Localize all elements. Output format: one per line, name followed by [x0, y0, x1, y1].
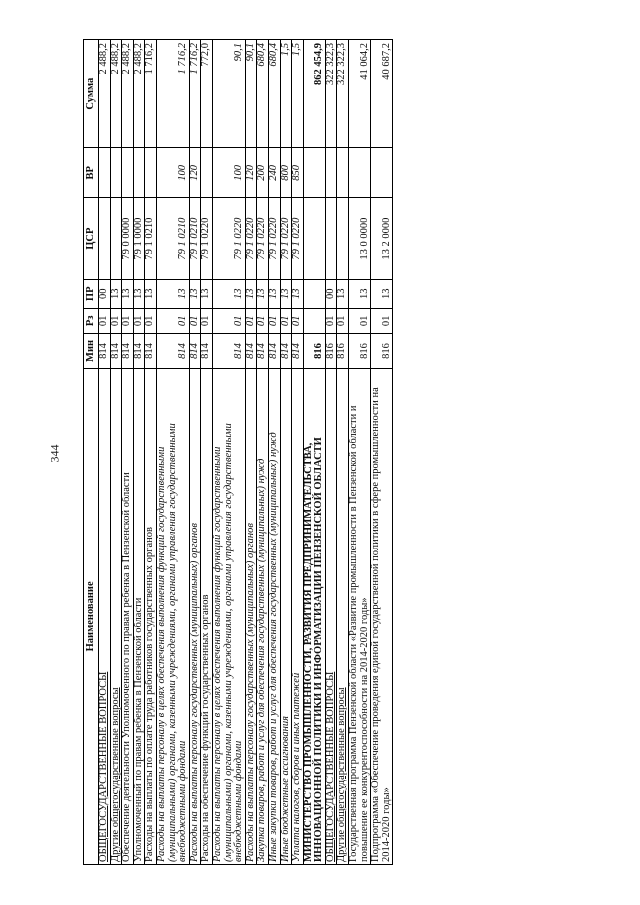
- cell-pr: 13: [133, 279, 145, 308]
- cell-rz: 01: [371, 308, 393, 334]
- cell-sum: 1,5: [292, 40, 304, 148]
- cell-min: 814: [292, 334, 304, 369]
- cell-rz: [303, 308, 325, 334]
- cell-csr: 13 2 0000: [371, 198, 393, 280]
- cell-rz: 01: [349, 308, 371, 334]
- table-row: [280, 40, 292, 865]
- table-row: [371, 40, 393, 865]
- table-row: [245, 40, 257, 865]
- cell-pr: [303, 279, 325, 308]
- cell-min: 814: [156, 334, 189, 369]
- cell-sum: 1 716,2: [156, 40, 189, 148]
- cell-csr: 79 1 0220: [280, 198, 292, 280]
- cell-vr: [337, 148, 349, 198]
- cell-rz: 01: [337, 308, 349, 334]
- cell-csr: 79 1 0220: [268, 198, 280, 280]
- cell-csr: 13 0 0000: [349, 198, 371, 280]
- table-row: [349, 40, 371, 865]
- cell-rz: 01: [156, 308, 189, 334]
- cell-csr: 79 1 0220: [201, 198, 213, 280]
- cell-sum: 40 687,2: [371, 40, 393, 148]
- cell-name: Расходы на выплаты персоналу государственных (муниципальных) органов: [189, 368, 201, 864]
- cell-sum: 2 488,2: [133, 40, 145, 148]
- cell-sum: 41 064,2: [349, 40, 371, 148]
- cell-pr: 13: [371, 279, 393, 308]
- cell-vr: [325, 148, 337, 198]
- cell-pr: 13: [337, 279, 349, 308]
- cell-min: 816: [303, 334, 325, 369]
- cell-csr: 79 0 0000: [122, 198, 134, 280]
- table-row: [145, 40, 157, 865]
- cell-min: 816: [325, 334, 337, 369]
- cell-name: Другие общегосударственные вопросы: [110, 368, 122, 864]
- cell-min: 816: [349, 334, 371, 369]
- cell-rz: 01: [280, 308, 292, 334]
- cell-pr: 13: [156, 279, 189, 308]
- cell-csr: [337, 198, 349, 280]
- cell-csr: [325, 198, 337, 280]
- cell-name: Расходы на выплаты персоналу в целях обеспечения выполнения функций государственными (муниципальными) органами, казенными учреждениями, органами управления государственными внебюджетными фондами: [156, 368, 189, 864]
- table-row: [133, 40, 145, 865]
- cell-pr: 13: [349, 279, 371, 308]
- header-csr: ЦСР: [84, 198, 99, 280]
- table-row: [303, 40, 325, 865]
- table-row: [257, 40, 269, 865]
- cell-pr: 13: [145, 279, 157, 308]
- table-row: [201, 40, 213, 865]
- cell-vr: 800: [280, 148, 292, 198]
- table-row: [212, 40, 245, 865]
- table-row: [337, 40, 349, 865]
- cell-csr: 79 1 0220: [212, 198, 245, 280]
- cell-rz: 01: [99, 308, 111, 334]
- cell-rz: 01: [122, 308, 134, 334]
- cell-min: 816: [337, 334, 349, 369]
- cell-vr: [303, 148, 325, 198]
- cell-min: 814: [189, 334, 201, 369]
- cell-vr: 120: [245, 148, 257, 198]
- cell-vr: [99, 148, 111, 198]
- cell-vr: [122, 148, 134, 198]
- cell-name: Расходы на выплаты по оплате труда работников государственных органов: [145, 368, 157, 864]
- cell-pr: 13: [292, 279, 304, 308]
- cell-pr: 13: [189, 279, 201, 308]
- cell-csr: 79 1 0210: [156, 198, 189, 280]
- cell-min: 814: [110, 334, 122, 369]
- cell-sum: 2 488,2: [99, 40, 111, 148]
- budget-table: [83, 39, 393, 865]
- header-min: Мин: [84, 334, 99, 369]
- table-row: [325, 40, 337, 865]
- cell-sum: 680,4: [257, 40, 269, 148]
- cell-csr: 79 1 0220: [292, 198, 304, 280]
- cell-sum: 1 716,2: [189, 40, 201, 148]
- cell-vr: 100: [212, 148, 245, 198]
- header-pr: ПР: [84, 279, 99, 308]
- header-rz: Рз: [84, 308, 99, 334]
- cell-sum: 2 488,2: [110, 40, 122, 148]
- cell-sum: 1 716,2: [145, 40, 157, 148]
- cell-pr: 13: [122, 279, 134, 308]
- cell-pr: 13: [110, 279, 122, 308]
- cell-sum: 322 322,3: [337, 40, 349, 148]
- cell-vr: [349, 148, 371, 198]
- cell-min: 816: [371, 334, 393, 369]
- cell-name: Уплата налогов, сборов и иных платежей: [292, 368, 304, 864]
- cell-vr: [201, 148, 213, 198]
- cell-name: Обеспечение деятельности Уполномоченного по правам ребенка в Пензенской области: [122, 368, 134, 864]
- cell-min: 814: [212, 334, 245, 369]
- cell-name: Расходы на выплаты персоналу государственных (муниципальных) органов: [245, 368, 257, 864]
- cell-name: Уполномоченный по правам ребенка в Пензенской области: [133, 368, 145, 864]
- cell-csr: 79 1 0000: [133, 198, 145, 280]
- cell-vr: 850: [292, 148, 304, 198]
- cell-vr: [110, 148, 122, 198]
- cell-csr: [110, 198, 122, 280]
- table-row: [110, 40, 122, 865]
- cell-rz: 01: [257, 308, 269, 334]
- cell-vr: 100: [156, 148, 189, 198]
- cell-min: 814: [133, 334, 145, 369]
- cell-rz: 01: [212, 308, 245, 334]
- cell-pr: 13: [268, 279, 280, 308]
- cell-pr: 13: [280, 279, 292, 308]
- cell-name: ОБЩЕГОСУДАРСТВЕННЫЕ ВОПРОСЫ: [99, 368, 111, 864]
- cell-vr: 200: [257, 148, 269, 198]
- table-row: [292, 40, 304, 865]
- cell-rz: 01: [292, 308, 304, 334]
- page-number: 344: [47, 444, 62, 463]
- cell-csr: [99, 198, 111, 280]
- table-row: [268, 40, 280, 865]
- rotated-table-container: [83, 39, 591, 865]
- cell-min: 814: [145, 334, 157, 369]
- cell-name: Иные бюджетные ассигнования: [280, 368, 292, 864]
- cell-vr: [371, 148, 393, 198]
- cell-name: Закупка товаров, работ и услуг для обеспечения государственных (муниципальных) нужд: [257, 368, 269, 864]
- cell-vr: 240: [268, 148, 280, 198]
- header-vr: ВР: [84, 148, 99, 198]
- cell-name: МИНИСТЕРСТВО ПРОМЫШЛЕННОСТИ, РАЗВИТИЯ ПРЕДПРИНИМАТЕЛЬСТВА, ИННОВАЦИОННОЙ ПОЛИТИКИ И ИНФОРМАТИЗАЦИИ ПЕНЗЕНСКОЙ ОБЛАСТИ: [303, 368, 325, 864]
- cell-rz: 01: [110, 308, 122, 334]
- cell-csr: 79 1 0220: [257, 198, 269, 280]
- cell-rz: 01: [325, 308, 337, 334]
- header-name: Наименование: [84, 368, 99, 864]
- cell-pr: 00: [99, 279, 111, 308]
- cell-min: 814: [201, 334, 213, 369]
- table-header-row: [84, 40, 99, 865]
- cell-rz: 01: [268, 308, 280, 334]
- cell-sum: 2 488,2: [122, 40, 134, 148]
- cell-vr: [145, 148, 157, 198]
- cell-name: Расходы на выплаты персоналу в целях обеспечения выполнения функций государственными (муниципальными) органами, казенными учреждениями, органами управления государственными внебюджетными фондами: [212, 368, 245, 864]
- cell-sum: 862 454,9: [303, 40, 325, 148]
- cell-sum: 772,0: [201, 40, 213, 148]
- cell-rz: 01: [201, 308, 213, 334]
- cell-sum: 90,1: [212, 40, 245, 148]
- cell-name: Подпрограмма «Обеспечение проведения единой государственной политики в сфере промышленности на 2014-2020 годы»: [371, 368, 393, 864]
- cell-min: 814: [245, 334, 257, 369]
- cell-name: Иные закупки товаров, работ и услуг для обеспечения государственных (муниципальных) нужд: [268, 368, 280, 864]
- cell-sum: 90,1: [245, 40, 257, 148]
- table-row: [99, 40, 111, 865]
- cell-pr: 00: [325, 279, 337, 308]
- cell-csr: 79 1 0210: [189, 198, 201, 280]
- cell-min: 814: [122, 334, 134, 369]
- cell-name: Расходы на обеспечение функций государственных органов: [201, 368, 213, 864]
- table-row: [156, 40, 189, 865]
- cell-min: 814: [268, 334, 280, 369]
- cell-rz: 01: [145, 308, 157, 334]
- table-row: [189, 40, 201, 865]
- cell-rz: 01: [245, 308, 257, 334]
- cell-name: Другие общегосударственные вопросы: [337, 368, 349, 864]
- cell-name: Государственная программа Пензенской области «Развитие промышленности в Пензенской области и повышение ее конкурентоспособности на 2014-2020 годы»: [349, 368, 371, 864]
- cell-min: 814: [99, 334, 111, 369]
- cell-sum: 680,4: [268, 40, 280, 148]
- table-row: [122, 40, 134, 865]
- cell-pr: 13: [245, 279, 257, 308]
- header-sum: Сумма: [84, 40, 99, 148]
- cell-vr: [133, 148, 145, 198]
- cell-rz: 01: [133, 308, 145, 334]
- cell-name: ОБЩЕГОСУДАРСТВЕННЫЕ ВОПРОСЫ: [325, 368, 337, 864]
- cell-pr: 13: [257, 279, 269, 308]
- cell-rz: 01: [189, 308, 201, 334]
- cell-min: 814: [280, 334, 292, 369]
- cell-pr: 13: [201, 279, 213, 308]
- cell-sum: 1,5: [280, 40, 292, 148]
- cell-vr: 120: [189, 148, 201, 198]
- cell-csr: 79 1 0210: [145, 198, 157, 280]
- cell-pr: 13: [212, 279, 245, 308]
- cell-min: 814: [257, 334, 269, 369]
- cell-sum: 322 322,3: [325, 40, 337, 148]
- cell-csr: [303, 198, 325, 280]
- cell-csr: 79 1 0220: [245, 198, 257, 280]
